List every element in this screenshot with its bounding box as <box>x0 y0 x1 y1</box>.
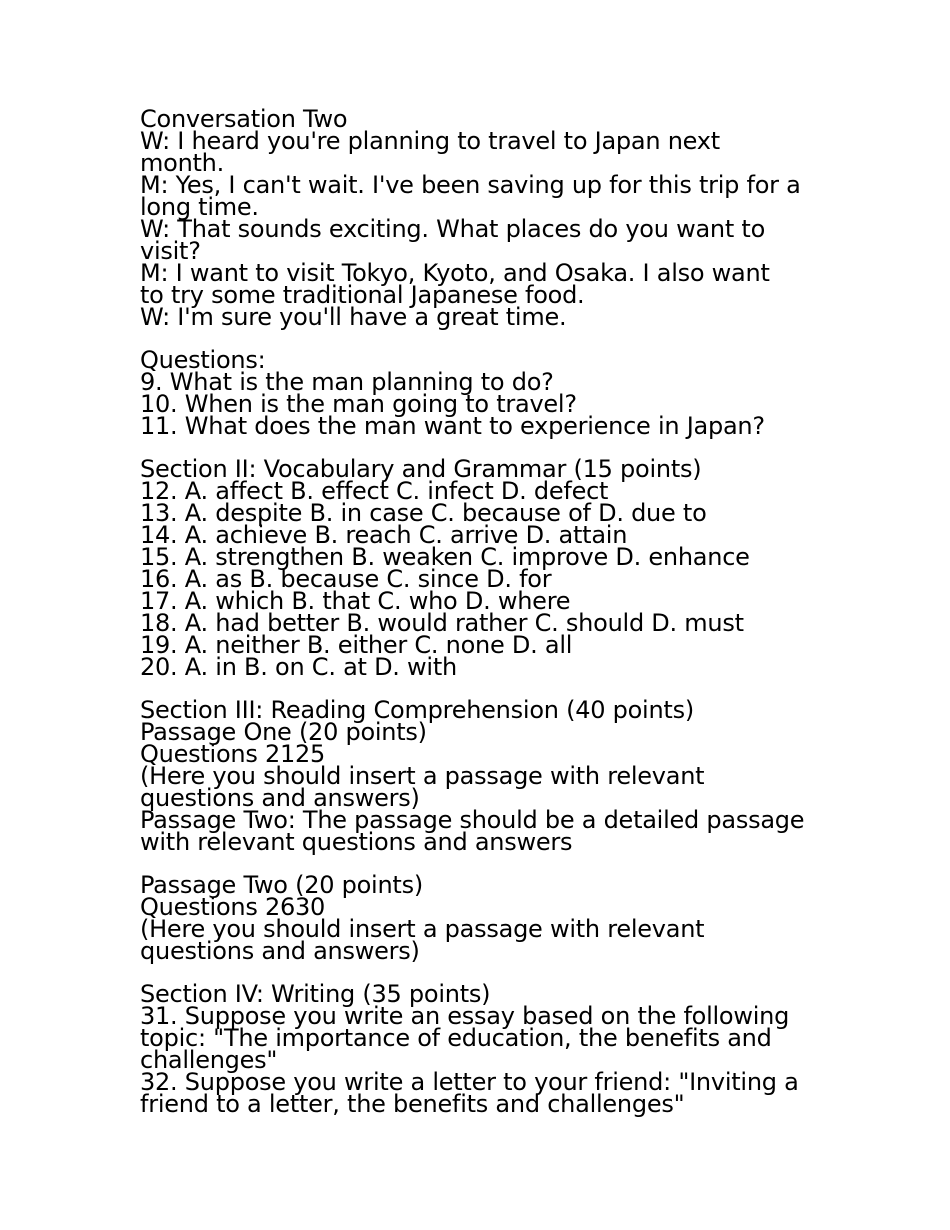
passage-line: Passage Two: The passage should be a detailed passage <box>140 806 805 834</box>
question-item: 10. When is the man going to travel? <box>140 390 577 418</box>
conversation-line: W: I heard you're planning to travel to Japan next <box>140 127 720 155</box>
passage-line: (Here you should insert a passage with relevant <box>140 915 705 943</box>
passage-line: Questions 2630 <box>140 893 326 921</box>
vocabulary-item: 20. A. in B. on C. at D. with <box>140 653 457 681</box>
section-heading: Section II: Vocabulary and Grammar (15 points) <box>140 455 702 483</box>
vocabulary-item: 19. A. neither B. either C. none D. all <box>140 631 573 659</box>
conversation-title: Conversation Two <box>140 105 348 133</box>
questions-heading: Questions: <box>140 346 266 374</box>
passage-line: questions and answers) <box>140 937 420 965</box>
vocabulary-item: 13. A. despite B. in case C. because of D. due to <box>140 499 707 527</box>
vocabulary-item: 12. A. affect B. effect C. infect D. defect <box>140 477 609 505</box>
conversation-line: month. <box>140 149 225 177</box>
conversation-line: long time. <box>140 193 259 221</box>
passage-line: with relevant questions and answers <box>140 828 573 856</box>
vocabulary-item: 16. A. as B. because C. since D. for <box>140 565 552 593</box>
passage-line: questions and answers) <box>140 784 420 812</box>
writing-line: friend to a letter, the benefits and challenges" <box>140 1090 685 1118</box>
writing-line: topic: "The importance of education, the benefits and <box>140 1024 772 1052</box>
writing-line: challenges" <box>140 1046 278 1074</box>
vocabulary-item: 14. A. achieve B. reach C. arrive D. attain <box>140 521 628 549</box>
question-item: 9. What is the man planning to do? <box>140 368 554 396</box>
passage-line: Questions 2125 <box>140 740 326 768</box>
conversation-line: visit? <box>140 237 201 265</box>
document-body <box>140 105 820 1118</box>
vocabulary-item: 18. A. had better B. would rather C. should D. must <box>140 609 744 637</box>
conversation-line: W: That sounds exciting. What places do you want to <box>140 215 765 243</box>
conversation-line: M: I want to visit Tokyo, Kyoto, and Osaka. I also want <box>140 259 770 287</box>
writing-line: 31. Suppose you write an essay based on the following <box>140 1002 790 1030</box>
vocabulary-item: 17. A. which B. that C. who D. where <box>140 587 571 615</box>
section-heading: Section III: Reading Comprehension (40 points) <box>140 696 694 724</box>
conversation-line: M: Yes, I can't wait. I've been saving up for this trip for a <box>140 171 801 199</box>
conversation-line: to try some traditional Japanese food. <box>140 281 585 309</box>
passage-line: (Here you should insert a passage with relevant <box>140 762 705 790</box>
section-heading: Section IV: Writing (35 points) <box>140 980 491 1008</box>
writing-line: 32. Suppose you write a letter to your friend: "Inviting a <box>140 1068 799 1096</box>
passage-line: Passage Two (20 points) <box>140 871 423 899</box>
passage-line: Passage One (20 points) <box>140 718 427 746</box>
question-item: 11. What does the man want to experience in Japan? <box>140 412 765 440</box>
vocabulary-item: 15. A. strengthen B. weaken C. improve D. enhance <box>140 543 750 571</box>
conversation-line: W: I'm sure you'll have a great time. <box>140 303 567 331</box>
